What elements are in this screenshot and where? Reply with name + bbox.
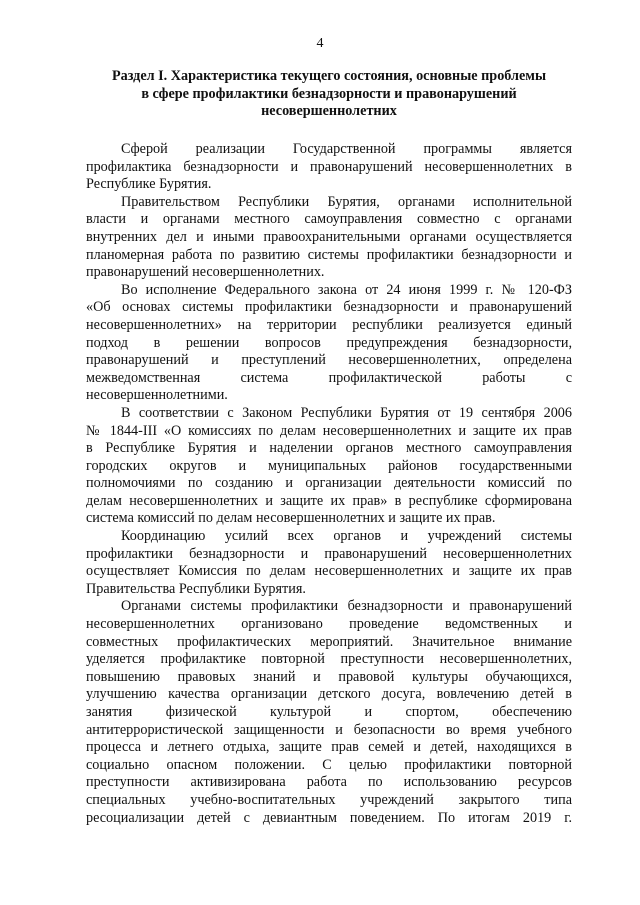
section-heading-line: Раздел I. Характеристика текущего состояния, основные проблемы [111, 68, 547, 84]
paragraph-line: правонарушений несовершеннолетних. [86, 264, 325, 281]
paragraph-line: Координацию усилий всех органов и учреждений системы [121, 528, 572, 545]
paragraph-line: «Об основах системы профилактики безнадзорности и правонарушений [86, 299, 572, 316]
paragraph-line: антитеррористической защищенности и безопасности во время учебного [86, 721, 572, 738]
paragraph-line: Органами системы профилактики безнадзорности и правонарушений [121, 598, 572, 615]
paragraph [86, 141, 572, 194]
section-heading-line: в сфере профилактики безнадзорности и правонарушений [141, 85, 517, 102]
paragraph-line: уделяется профилактике повторной преступности несовершеннолетних, [86, 651, 572, 668]
paragraph-line: осуществляет Комиссия по делам несовершеннолетних и защите их прав [86, 563, 572, 580]
paragraph-line: городских округов и муниципальных районов государственными [86, 457, 572, 474]
paragraph-line: профилактика безнадзорности и правонарушений несовершеннолетних в [86, 158, 572, 175]
paragraph-line: процесса и летнего отдыха, защите прав семей и детей, находящихся в [86, 739, 572, 756]
paragraph-line: власти и органами местного самоуправления совместно с органами [86, 211, 572, 228]
section-heading [86, 68, 572, 121]
paragraph-line: № 1844-III «О комиссиях по делам несовершеннолетних и защите их прав [86, 422, 572, 439]
paragraph-line: система комиссий по делам несовершеннолетних и защите их прав. [86, 510, 496, 527]
paragraph-line: межведомственная система профилактической работы с [86, 369, 572, 386]
paragraph-line: В соответствии с Законом Республики Бурятия от 19 сентября 2006 [121, 404, 572, 421]
paragraph-line: занятия физической культурой и спортом, обеспечению [86, 704, 572, 720]
paragraph-line: полномочиями по созданию и организации деятельности комиссий по [86, 475, 572, 492]
paragraph-line: совместных профилактических мероприятий. Значительное внимание [86, 633, 572, 650]
paragraph-line: ресоциализации детей с девиантным поведением. По итогам 2019 г. [86, 809, 572, 826]
paragraph [86, 528, 572, 598]
paragraph-line: Правительством Республики Бурятия, органами исполнительной [121, 193, 572, 210]
paragraph-line: подход в решении вопросов предупреждения безнадзорности, [86, 334, 572, 351]
paragraph [86, 194, 572, 282]
paragraph [86, 405, 572, 528]
paragraph [86, 598, 572, 827]
paragraph-line: несовершеннолетними. [86, 387, 228, 404]
paragraph-line: делам несовершеннолетних и защите их прав» в республике сформирована [86, 492, 572, 509]
paragraph-line: планомерная работа по развитию системы профилактики безнадзорности и [86, 246, 572, 263]
page-number: 4 [316, 36, 324, 51]
paragraph-line: Правительства Республики Бурятия. [86, 580, 306, 597]
paragraph-line: повышению правовых знаний и правовой культуры обучающихся, [86, 668, 572, 685]
paragraph-line: профилактики безнадзорности и правонарушений несовершеннолетних [86, 545, 572, 562]
paragraph-line: несовершеннолетних организовано проведение ведомственных и [86, 616, 572, 633]
paragraph-line: специальных учебно-воспитательных учреждений закрытого типа [86, 791, 572, 808]
paragraph-line: внутренних дел и иными правоохранительными органами осуществляется [86, 228, 572, 245]
paragraph-line: в Республике Бурятия и наделении органов местного самоуправления [86, 440, 572, 457]
paragraph-line: Сферой реализации Государственной программы является [121, 141, 572, 157]
paragraph-line: социально опасном положении. С целью профилактики повторной [86, 756, 572, 773]
paragraph-line: улучшению качества организации детского досуга, вовлечению детей в [86, 686, 572, 703]
paragraph-line: правонарушений и преступлений несовершеннолетних, определена [86, 352, 572, 369]
paragraph-line: Во исполнение Федерального закона от 24 июня 1999 г. № 120-ФЗ [121, 281, 572, 298]
paragraph-line: Республике Бурятия. [86, 176, 212, 193]
paragraph-line: несовершеннолетних» на территории республики реализуется единый [86, 316, 572, 333]
paragraph-line: преступности активизирована работа по использованию ресурсов [86, 774, 572, 791]
section-heading-line: несовершеннолетних [261, 103, 397, 119]
paragraph [86, 282, 572, 405]
document-body [86, 141, 572, 827]
